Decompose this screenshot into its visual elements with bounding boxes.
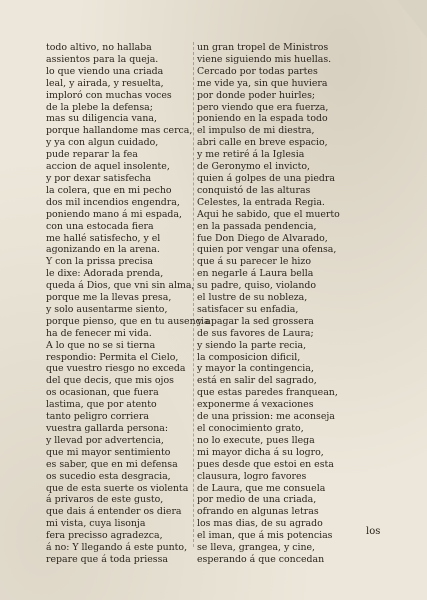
text-line: y siendo la parte recia, xyxy=(197,339,307,351)
text-line: os ocasionan, que fuera xyxy=(46,387,159,399)
left-text-column xyxy=(46,42,210,566)
text-line: el lustre de su nobleza, xyxy=(197,292,308,304)
text-line: agonizando en la arena. xyxy=(46,244,160,256)
text-line: y mayor la contingencia, xyxy=(197,363,314,375)
text-line: con una estocada fiera xyxy=(46,220,154,232)
text-line: por medio de una criada, xyxy=(197,494,317,506)
column-divider xyxy=(193,42,194,547)
text-line: lastima, que por atento xyxy=(46,399,157,411)
text-line: á privaros de este gusto, xyxy=(46,494,164,506)
text-line: pues desde que estoi en esta xyxy=(197,458,334,470)
text-line: viene siguiendo mis huellas. xyxy=(197,53,332,65)
text-line: mi mayor dicha á su logro, xyxy=(197,446,324,458)
text-line: el iman, que á mis potencias xyxy=(197,530,333,542)
text-line: Celestes, la entrada Regia. xyxy=(197,196,325,208)
text-line: en la passada pendencia, xyxy=(197,220,317,232)
text-line: clausura, logro favores xyxy=(197,470,307,482)
text-line: de Geronymo el invicto, xyxy=(197,161,311,173)
text-line: se lleva, grangea, y cine, xyxy=(197,542,316,554)
text-line: me vide ya, sin que huviera xyxy=(197,77,328,89)
text-line: imploró con muchas voces xyxy=(46,89,172,101)
text-line: ofrando en algunas letras xyxy=(197,506,319,518)
text-line: quien por vengar una ofensa, xyxy=(197,244,337,256)
text-line: pero viendo que era fuerza, xyxy=(197,101,329,113)
text-line: y apagar la sed grossera xyxy=(197,315,314,327)
text-line: el conocimiento grato, xyxy=(197,423,304,434)
text-line: lo que viendo una criada xyxy=(46,65,164,77)
text-line: que de esta suerte os violenta xyxy=(46,482,189,494)
text-line: del que decis, que mis ojos xyxy=(46,375,174,387)
text-line: que dais á entender os diera xyxy=(46,506,182,518)
text-line: me hallé satisfecho, y el xyxy=(46,232,161,244)
text-line: le dixe: Adorada prenda, xyxy=(46,268,164,280)
text-line: vuestra gallarda persona: xyxy=(46,423,169,434)
text-line: assientos para la queja. xyxy=(46,53,159,65)
text-line: todo altivo, no hallaba xyxy=(46,42,152,53)
text-line: abri calle en breve espacio, xyxy=(197,137,328,149)
right-text-column xyxy=(197,42,371,566)
text-line: satisfacer su enfadia, xyxy=(197,303,299,315)
text-line: y ya con algun cuidado, xyxy=(46,137,159,149)
text-line: y por dexar satisfecha xyxy=(46,172,152,184)
text-line: tanto peligro corriera xyxy=(46,411,149,423)
text-line: por donde poder huirles; xyxy=(197,89,316,101)
text-line: la colera, que en mi pecho xyxy=(46,184,172,196)
text-line: A lo que no se si tierna xyxy=(46,339,156,351)
text-line: pude reparar la fea xyxy=(46,149,138,161)
text-line: ha de fenecer mi vida. xyxy=(46,327,152,339)
text-line: porque me la llevas presa, xyxy=(46,292,172,304)
text-line: poniendo mano á mi espada, xyxy=(46,208,182,220)
text-line: fue Don Diego de Alvarado, xyxy=(197,232,328,244)
text-line: que vuestro riesgo no exceda xyxy=(46,363,186,375)
text-line: mas su diligencia vana, xyxy=(46,113,157,125)
torn-corner xyxy=(397,0,427,38)
text-line: y llevad por advertencia, xyxy=(46,434,164,446)
text-line: fera precisso agradezca, xyxy=(46,530,163,542)
text-line: leal, y airada, y resuelta, xyxy=(46,77,164,89)
text-line: mi vista, cuya lisonja xyxy=(46,518,146,530)
text-line: los mas dias, de su agrado xyxy=(197,518,323,530)
text-line: y solo ausentarme siento, xyxy=(46,303,168,315)
text-line: es saber, que en mi defensa xyxy=(46,458,178,470)
text-line: de una prission: me aconseja xyxy=(197,411,335,423)
text-line: el impulso de mi diestra, xyxy=(197,125,315,137)
text-line: porque pienso, que en tu ausencia xyxy=(46,315,210,327)
text-line: á no: Y llegando á este punto, xyxy=(46,542,188,554)
text-line: en negarle á Laura bella xyxy=(197,268,314,280)
text-line: que á su parecer le hizo xyxy=(197,256,311,268)
text-line: un gran tropel de Ministros xyxy=(197,42,329,53)
text-line: Cercado por todas partes xyxy=(197,65,318,77)
text-line: poniendo en la espada todo xyxy=(197,113,328,125)
text-line: queda á Dios, que vni sin alma, xyxy=(46,280,195,292)
text-line: exponerme á vexaciones xyxy=(197,399,314,411)
text-line: accion de aquel insolente, xyxy=(46,161,170,173)
text-line: no lo execute, pues llega xyxy=(197,434,315,446)
text-line: su padre, quiso, violando xyxy=(197,280,317,292)
text-line: respondio: Permita el Cielo, xyxy=(46,351,179,363)
text-line: os sucedio esta desgracia, xyxy=(46,470,171,482)
catchword: los xyxy=(366,526,381,537)
text-line: que estas paredes franquean, xyxy=(197,387,338,399)
text-line: dos mil incendios engendra, xyxy=(46,196,180,208)
text-line: porque hallandome mas cerca, xyxy=(46,125,193,137)
text-line: de Laura, que me consuela xyxy=(197,482,326,494)
text-line: que mi mayor sentimiento xyxy=(46,446,171,458)
text-line: está en salir del sagrado, xyxy=(197,375,317,387)
text-line: repare que á toda priessa xyxy=(46,553,168,565)
text-line: Y con la prissa precisa xyxy=(46,256,154,268)
text-line: y me retiré á la Iglesia xyxy=(197,149,305,161)
text-line: quien á golpes de una piedra xyxy=(197,172,335,184)
text-line: de sus favores de Laura; xyxy=(197,327,314,339)
text-line: la composicion dificil, xyxy=(197,351,301,363)
text-line: de la plebe la defensa; xyxy=(46,101,153,113)
text-line: conquistó de las alturas xyxy=(197,184,311,196)
text-line: esperando á que concedan xyxy=(197,553,325,565)
text-line: Aqui he sabido, que el muerto xyxy=(197,208,340,220)
